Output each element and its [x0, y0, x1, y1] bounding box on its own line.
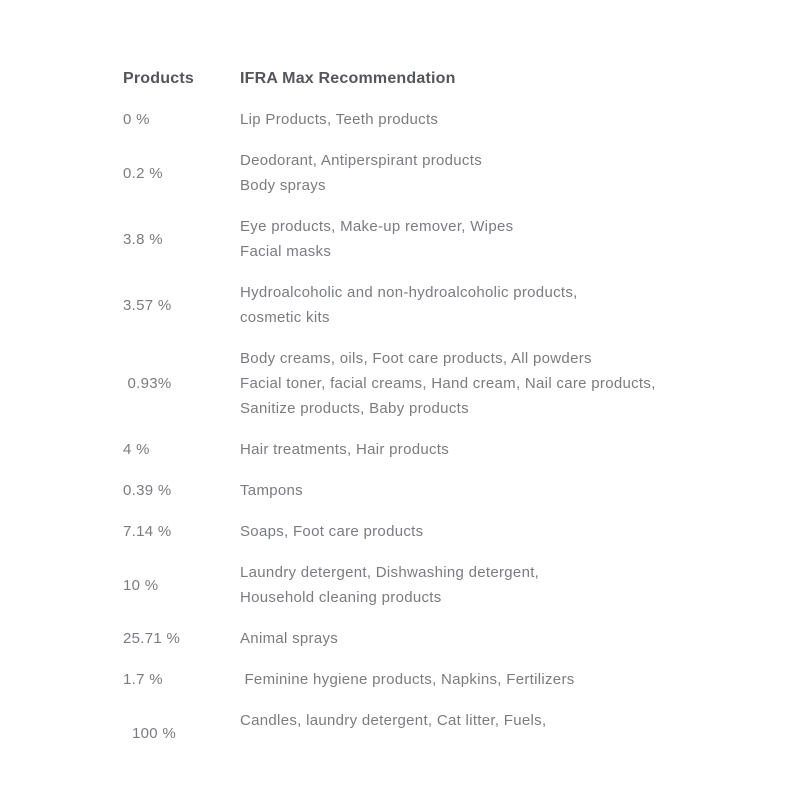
- product-line: Lip Products, Teeth products: [240, 111, 439, 128]
- product-line: Laundry detergent, Dishwashing detergent,: [240, 564, 540, 581]
- product-line: Hydroalcoholic and non-hydroalcoholic products,: [240, 284, 578, 301]
- table-row: [123, 280, 723, 330]
- row-products: [240, 519, 723, 544]
- product-line: Sanitize products, Baby products: [240, 400, 469, 417]
- product-line: Facial masks: [240, 243, 332, 260]
- table-row: [123, 708, 723, 758]
- product-line: Household cleaning products: [240, 589, 442, 606]
- row-percentage: 0 %: [123, 111, 150, 128]
- row-products: [240, 346, 723, 421]
- table-header-row: [123, 66, 723, 91]
- table-row: [123, 148, 723, 198]
- product-line: Body creams, oils, Foot care products, All powders: [240, 350, 592, 367]
- product-line: Body sprays: [240, 177, 326, 194]
- row-percentage: 100 %: [123, 724, 176, 742]
- row-products: [240, 626, 723, 651]
- row-products: [240, 667, 723, 692]
- row-percentage: 0.2 %: [123, 164, 163, 182]
- row-percentage: 4 %: [123, 441, 150, 458]
- row-percentage: 1.7 %: [123, 671, 163, 688]
- product-line: Animal sprays: [240, 630, 339, 647]
- product-line: Deodorant, Antiperspirant products: [240, 152, 483, 169]
- row-percentage: 3.57 %: [123, 296, 172, 314]
- table-row: [123, 667, 723, 692]
- table-row: [123, 519, 723, 544]
- row-products: [240, 148, 723, 198]
- row-products: [240, 214, 723, 264]
- product-line: Candles, laundry detergent, Cat litter, Fuels,: [240, 712, 547, 729]
- header-products: Products: [123, 70, 194, 87]
- table-row: [123, 437, 723, 462]
- table-row: [123, 107, 723, 132]
- row-percentage: 7.14 %: [123, 523, 172, 540]
- product-line: [240, 733, 723, 758]
- ifra-recommendation-table: [123, 66, 723, 774]
- product-line: Soaps, Foot care products: [240, 523, 424, 540]
- row-products: [240, 708, 723, 758]
- header-ifra-max-recommendation: IFRA Max Recommendation: [240, 70, 456, 87]
- product-line: Eye products, Make-up remover, Wipes: [240, 218, 514, 235]
- row-products: [240, 280, 723, 330]
- table-row: [123, 214, 723, 264]
- row-percentage: 3.8 %: [123, 230, 163, 248]
- product-line: Feminine hygiene products, Napkins, Fertilizers: [240, 671, 575, 688]
- table-row: [123, 478, 723, 503]
- product-line: cosmetic kits: [240, 309, 330, 326]
- row-percentage: 0.39 %: [123, 482, 172, 499]
- product-line: Facial toner, facial creams, Hand cream, Nail care products,: [240, 375, 656, 392]
- row-products: [240, 107, 723, 132]
- table-row: [123, 560, 723, 610]
- product-line: Hair treatments, Hair products: [240, 441, 450, 458]
- row-products: [240, 478, 723, 503]
- table-body: [123, 107, 723, 758]
- row-percentage: 0.93%: [123, 375, 172, 392]
- product-line: Tampons: [240, 482, 303, 499]
- table-row: [123, 346, 723, 421]
- table-row: [123, 626, 723, 651]
- row-percentage: 25.71 %: [123, 630, 181, 647]
- row-products: [240, 437, 723, 462]
- row-percentage: 10 %: [123, 576, 159, 594]
- row-products: [240, 560, 723, 610]
